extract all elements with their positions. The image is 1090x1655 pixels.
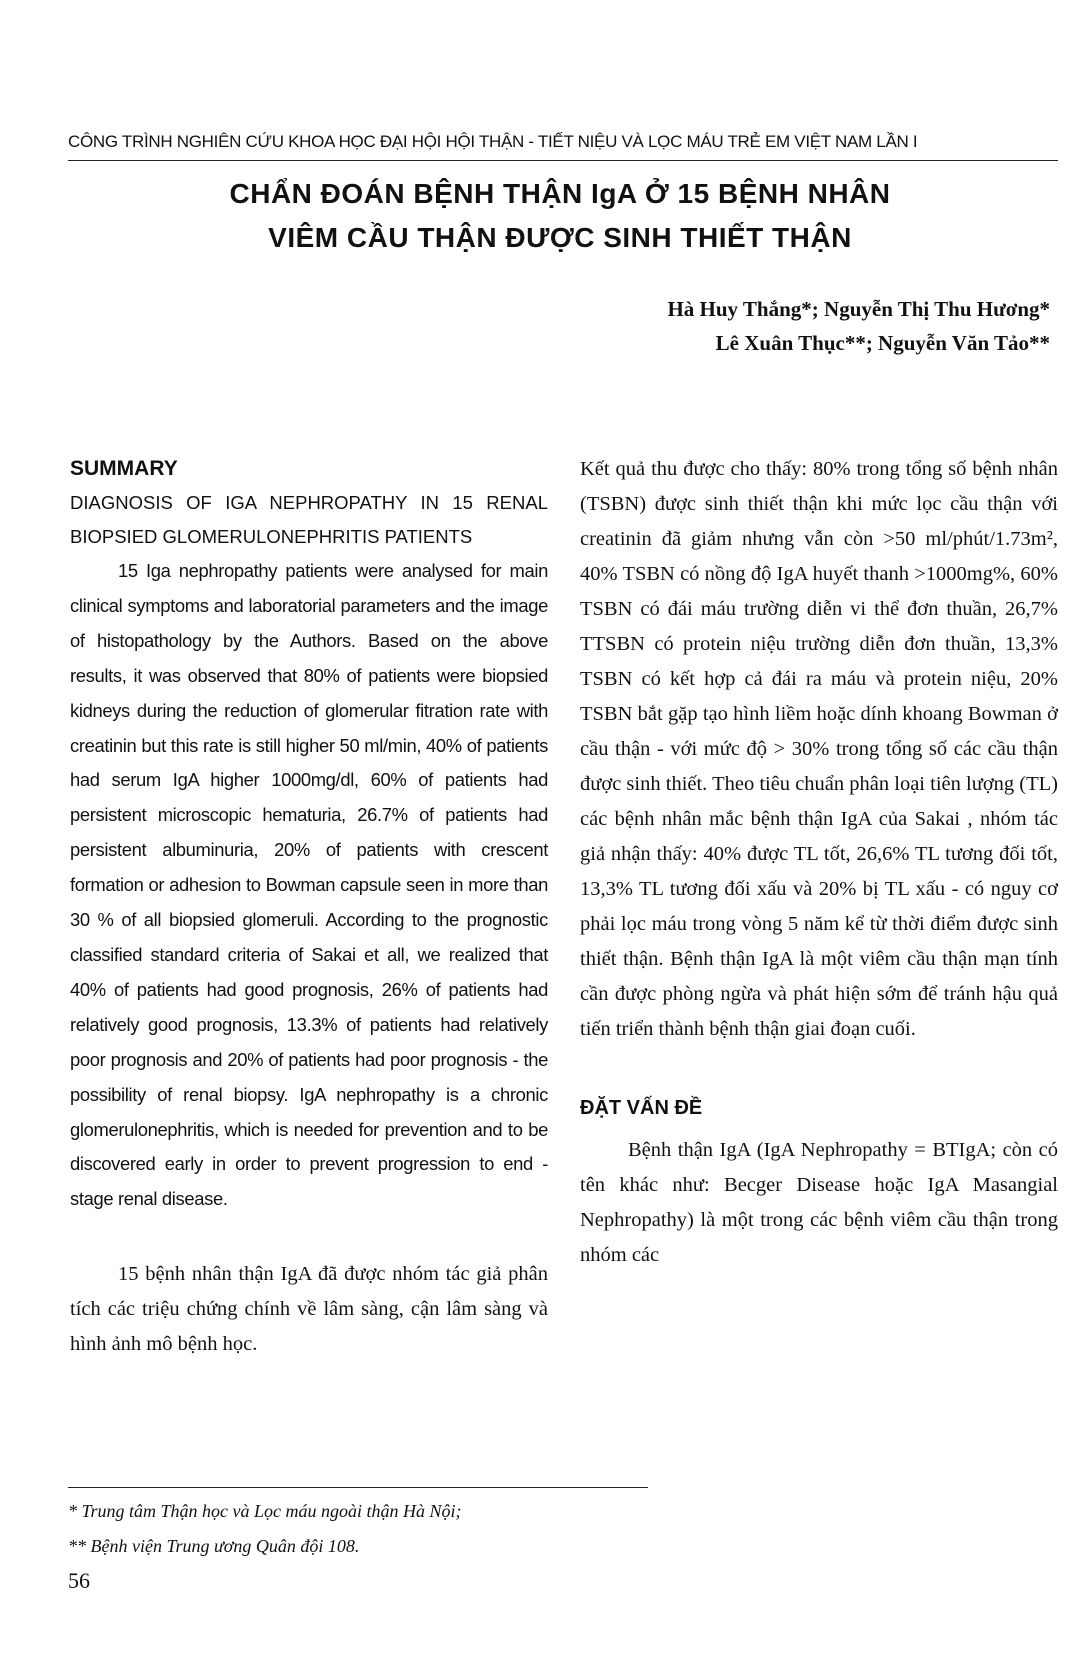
summary-title-line-2: BIOPSIED GLOMERULONEPHRITIS PATIENTS	[70, 526, 473, 547]
footnote-2: ** Bệnh viện Trung ương Quân đội 108.	[68, 1536, 360, 1556]
summary-heading: SUMMARY	[70, 457, 178, 480]
right-column	[580, 452, 1058, 1273]
summary-title	[70, 486, 548, 554]
paper-title-line-2: VIÊM CẦU THẬN ĐƯỢC SINH THIẾT THẬN	[268, 222, 852, 253]
summary-title-line-1: DIAGNOSIS OF IGA NEPHROPATHY IN 15 RENAL	[70, 492, 548, 513]
vietnamese-abstract-part-2: Kết quả thu được cho thấy: 80% trong tổng số bệnh nhân (TSBN) được sinh thiết thận khi mức lọc cầu thận với creatinin đã giảm nhưng vẫn còn >50 ml/phút/1.73m², 40% TSBN có nồng độ IgA huyết thanh >1000mg%, 60% TSBN có đái máu trường diễn vi thể đơn thuần, 26,7% TTSBN có protein niệu trường diễn đơn thuần, 13,3% TSBN có kết hợp cả đái ra máu và protein niệu, 20% TSBN bắt gặp tạo hình liềm hoặc dính khoang Bowman ở cầu thận - với mức độ > 30% trong tổng số các cầu thận được sinh thiết. Theo tiêu chuẩn phân loại tiên lượng (TL) các bệnh nhân mắc bệnh thận IgA của Sakai , nhóm tác giả nhận thấy: 40% được TL tốt, 26,6% TL tương đối tốt, 13,3% TL tương đối xấu và 20% bị TL xấu - có nguy cơ phải lọc máu trong vòng 5 năm kể từ thời điểm được sinh thiết thận. Bệnh thận IgA là một viêm cầu thận mạn tính cần được phòng ngừa và phát hiện sớm để tránh hậu quả tiến triển thành bệnh thận giai đoạn cuối.	[580, 458, 1058, 1040]
authors-line-2: Lê Xuân Thục**; Nguyễn Văn Tảo**	[715, 331, 1050, 355]
paper-title-line-1: CHẨN ĐOÁN BỆNH THẬN IgA Ở 15 BỆNH NHÂN	[229, 178, 891, 209]
summary-body: 15 Iga nephropathy patients were analysed for main clinical symptoms and laboratorial parameters and the image of histopathology by the Authors. Based on the above results, it was observed that 80% of patients were biopsied kidneys during the reduction of glomerular fitration rate with creatinin but this rate is still higher 50 ml/min, 40% of patients had serum IgA higher 1000mg/dl, 60% of patients had persistent microscopic hematuria, 26.7% of patients had persistent albuminuria, 20% of patients with crescent formation or adhesion to Bowman capsule seen in more than 30 % of all biopsied glomeruli. According to the prognostic classified standard criteria of Sakai et all, we realized that 40% of patients had good prognosis, 26% of patients had relatively good prognosis, 13.3% of patients had relatively poor prognosis and 20% of patients had poor prognosis - the possibility of renal biopsy. IgA nephropathy is a chronic glomerulonephritis, which is needed for prevention and to be discovered early in order to prevent progression to end - stage renal disease.	[70, 560, 548, 1210]
authors-line-1: Hà Huy Thắng*; Nguyễn Thị Thu Hương*	[667, 297, 1050, 321]
page-number: 56	[68, 1568, 90, 1593]
footnote-divider	[68, 1487, 648, 1488]
left-column	[70, 452, 548, 1362]
section-heading-introduction: ĐẶT VẤN ĐỀ	[580, 1097, 703, 1119]
running-header: CÔNG TRÌNH NGHIÊN CỨU KHOA HỌC ĐẠI HỘI HỘI THẬN - TIẾT NIỆU VÀ LỌC MÁU TRẺ EM VIỆT NAM LẦN I	[68, 132, 918, 151]
header-divider	[68, 160, 1058, 161]
introduction-text: Bệnh thận IgA (IgA Nephropathy = BTIgA; còn có tên khác như: Becger Disease hoặc IgA Masangial Nephropathy) là một trong các bệnh viêm cầu thận trong nhóm các	[580, 1139, 1058, 1266]
footnote-1: * Trung tâm Thận học và Lọc máu ngoài thận Hà Nội;	[68, 1501, 462, 1521]
vietnamese-abstract-part-1: 15 bệnh nhân thận IgA đã được nhóm tác giả phân tích các triệu chứng chính về lâm sàng, cận lâm sàng và hình ảnh mô bệnh học.	[70, 1263, 548, 1356]
